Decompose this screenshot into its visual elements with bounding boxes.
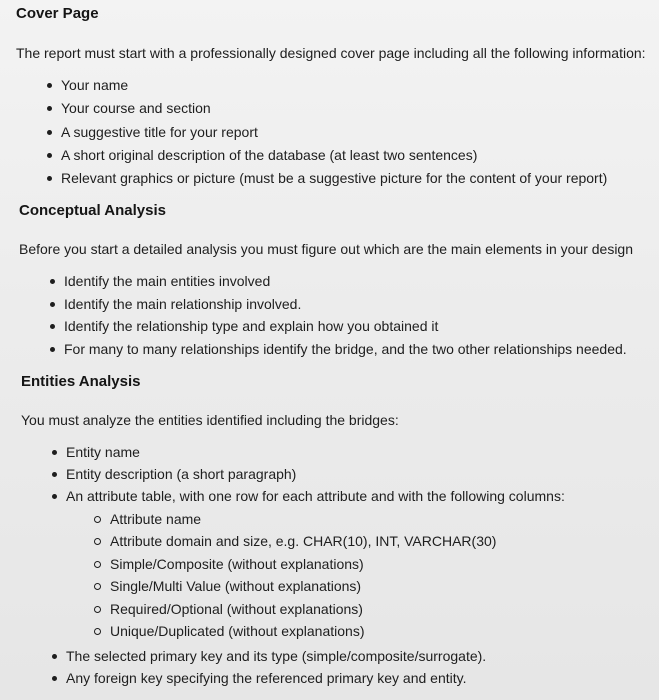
entities-analysis-intro: You must analyze the entities identified including the bridges: bbox=[21, 412, 399, 428]
circle-bullet-icon bbox=[94, 538, 101, 545]
circle-bullet-icon bbox=[94, 516, 101, 523]
list-item: A suggestive title for your report bbox=[47, 124, 258, 140]
bullet-icon bbox=[52, 472, 57, 477]
list-item: Entity description (a short paragraph) bbox=[52, 466, 296, 482]
bullet-icon bbox=[47, 130, 52, 135]
sub-list-item: Unique/Duplicated (without explanations) bbox=[94, 623, 364, 639]
list-item: Relevant graphics or picture (must be a suggestive picture for the content of your report) bbox=[47, 170, 607, 186]
bullet-icon bbox=[50, 347, 55, 352]
bullet-icon bbox=[47, 153, 52, 158]
list-item: Your course and section bbox=[47, 100, 211, 116]
bullet-icon bbox=[50, 279, 55, 284]
circle-bullet-icon bbox=[94, 561, 101, 568]
bullet-icon bbox=[52, 676, 57, 681]
circle-bullet-icon bbox=[94, 628, 101, 635]
sub-list-item: Required/Optional (without explanations) bbox=[94, 601, 363, 617]
list-item: Identify the relationship type and explain how you obtained it bbox=[50, 318, 438, 334]
sub-list-item: Attribute name bbox=[94, 511, 201, 527]
list-item: Your name bbox=[47, 77, 128, 93]
conceptual-analysis-heading: Conceptual Analysis bbox=[19, 202, 166, 219]
bullet-icon bbox=[47, 176, 52, 181]
conceptual-analysis-intro: Before you start a detailed analysis you must figure out which are the main elements in your design bbox=[19, 241, 633, 257]
list-item: Identify the main entities involved bbox=[50, 273, 270, 289]
list-item: For many to many relationships identify the bridge, and the two other relationships needed. bbox=[50, 341, 627, 357]
bullet-icon bbox=[52, 494, 57, 499]
circle-bullet-icon bbox=[94, 606, 101, 613]
list-item: An attribute table, with one row for each attribute and with the following columns: bbox=[52, 488, 565, 504]
list-item: Identify the main relationship involved. bbox=[50, 296, 301, 312]
list-item: A short original description of the database (at least two sentences) bbox=[47, 147, 477, 163]
bullet-icon bbox=[47, 106, 52, 111]
sub-list-item: Attribute domain and size, e.g. CHAR(10), INT, VARCHAR(30) bbox=[94, 533, 496, 549]
list-item: Any foreign key specifying the referenced primary key and entity. bbox=[52, 670, 467, 686]
bullet-icon bbox=[50, 302, 55, 307]
cover-page-heading: Cover Page bbox=[16, 5, 99, 22]
bullet-icon bbox=[47, 83, 52, 88]
cover-page-intro: The report must start with a professionally designed cover page including all the following information: bbox=[16, 45, 646, 61]
entities-analysis-heading: Entities Analysis bbox=[21, 373, 141, 390]
list-item: Entity name bbox=[52, 444, 140, 460]
circle-bullet-icon bbox=[94, 583, 101, 590]
bullet-icon bbox=[52, 450, 57, 455]
bullet-icon bbox=[52, 654, 57, 659]
sub-list-item: Simple/Composite (without explanations) bbox=[94, 556, 364, 572]
sub-list-item: Single/Multi Value (without explanations) bbox=[94, 578, 361, 594]
bullet-icon bbox=[50, 324, 55, 329]
list-item: The selected primary key and its type (simple/composite/surrogate). bbox=[52, 648, 486, 664]
